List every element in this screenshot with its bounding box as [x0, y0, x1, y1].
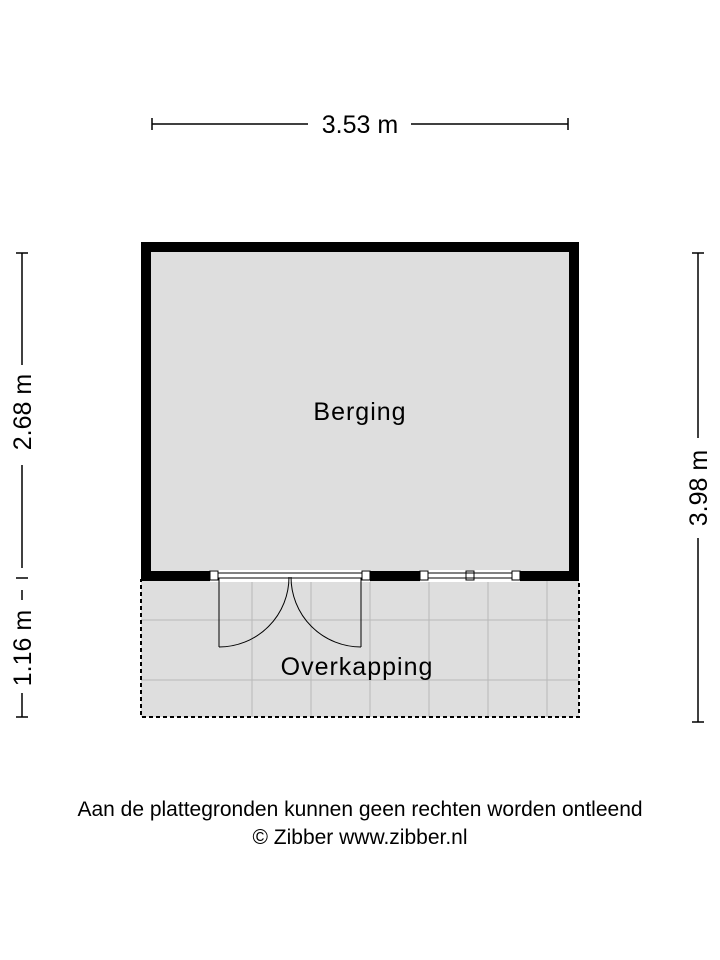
window-mullion — [466, 571, 474, 580]
footer-disclaimer: Aan de plattegronden kunnen geen rechten worden ontleend — [77, 798, 643, 821]
dimension-label-right: 3.98 m — [685, 449, 713, 527]
dimension-top — [152, 111, 568, 139]
dimension-label-left-lower: 1.16 m — [9, 609, 37, 687]
door-frame-left — [210, 571, 218, 580]
dimension-label-left-upper: 2.68 m — [9, 373, 37, 451]
window-frame-left — [420, 571, 428, 580]
overkapping-area — [141, 580, 579, 717]
footer-copyright: © Zibber www.zibber.nl — [252, 826, 468, 849]
door-opening — [210, 570, 370, 582]
room-label-overkapping: Overkapping — [280, 653, 434, 681]
overkapping-fill — [141, 580, 579, 717]
dimension-label-width: 3.53 m — [321, 111, 399, 139]
dimension-right — [685, 253, 713, 722]
dimension-left — [9, 253, 37, 717]
window-frame-right — [512, 571, 520, 580]
door-frame-right — [362, 571, 370, 580]
room-label-berging: Berging — [313, 398, 407, 426]
